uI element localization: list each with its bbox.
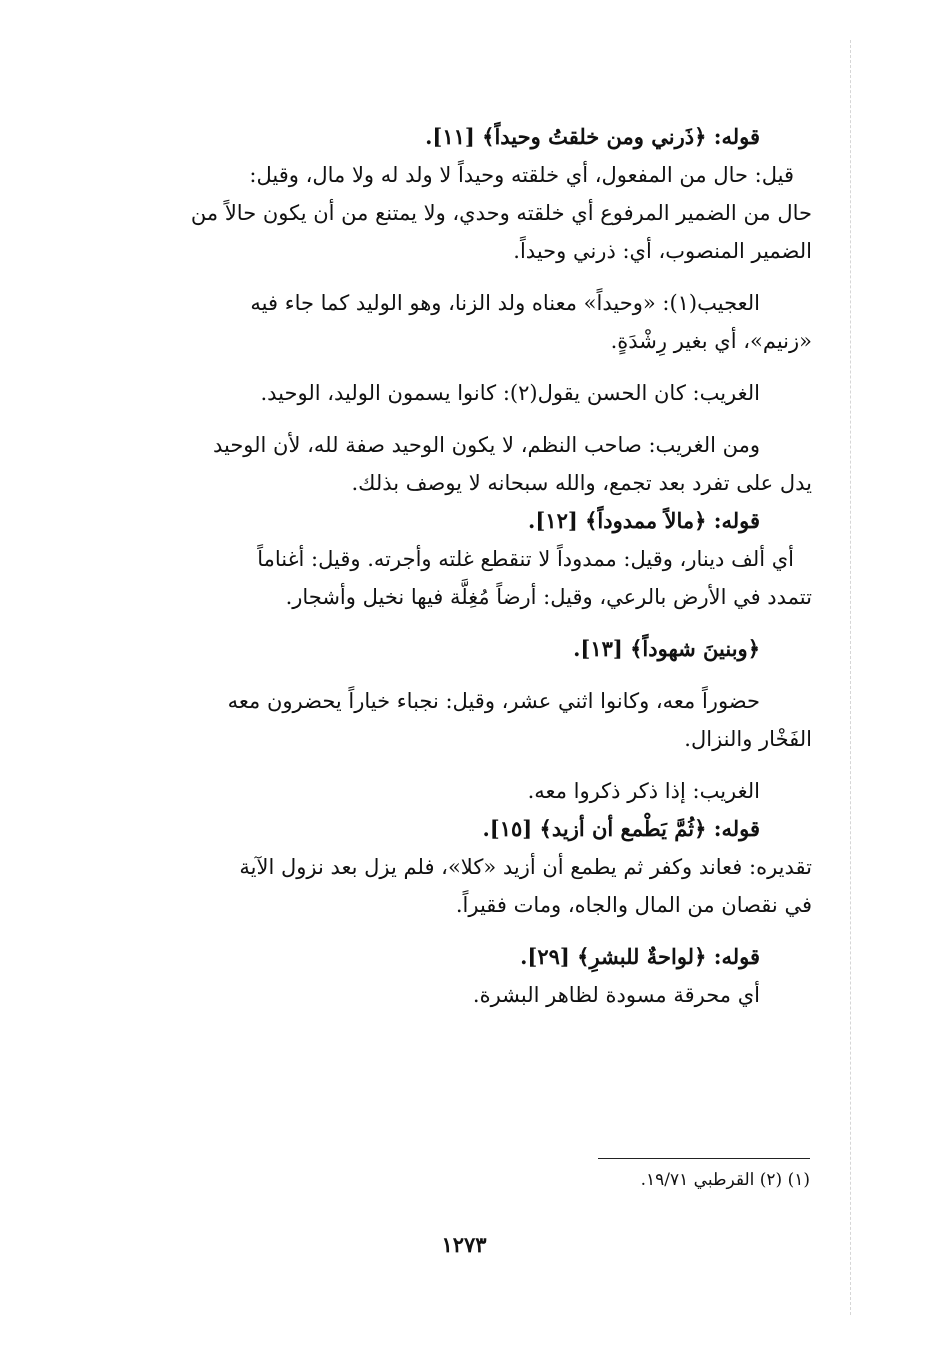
paragraph-gap [122, 668, 812, 682]
paragraph-gap [122, 924, 812, 938]
body-text [122, 118, 812, 1014]
verse-heading-line: ﴿وبنينَ شهوداً﴾ [١٣]. [573, 636, 760, 661]
page-edge-line [850, 40, 851, 1315]
verse-heading-line: قوله: ﴿مالاً ممدوداً﴾ [١٢]. [528, 508, 760, 533]
verse-heading-line: قوله: ﴿ثُمَّ يَطْمع أن أزيد﴾ [١٥]. [482, 816, 760, 841]
text-line: العجيب(١): «وحيداً» معناه ولد الزنا، وهو الوليد كما جاء فيه [250, 291, 760, 315]
text-line: الفَخْار والنزال. [684, 727, 812, 751]
text-line: قيل: حال من المفعول، أي خلقته وحيداً لا ولد له ولا مال، وقيل: [249, 163, 794, 187]
paragraph-gap [122, 360, 812, 374]
footnote-separator [598, 1158, 810, 1159]
page-number: ١٢٧٣ [441, 1232, 487, 1257]
text-line: تقديره: فعاند وكفر ثم يطمع أن أزيد «كلا»، فلم يزل بعد نزول الآية [239, 855, 812, 879]
paragraph-gap [122, 616, 812, 630]
text-line: تتمدد في الأرض بالرعي، وقيل: أرضاً مُغِلَّة فيها نخيل وأشجار. [285, 585, 812, 609]
text-line: في نقصان من المال والجاه، ومات فقيراً. [455, 893, 812, 917]
paragraph-gap [122, 412, 812, 426]
paragraph-gap [122, 758, 812, 772]
paragraph-gap [122, 270, 812, 284]
text-line: أي ألف دينار، وقيل: ممدوداً لا تنقطع غلته وأجرته. وقيل: أغناماً [257, 547, 794, 571]
text-line: حضوراً معه، وكانوا اثني عشر، وقيل: نجباء خياراً يحضرون معه [227, 689, 760, 713]
text-line: الضمير المنصوب، أي: ذرني وحيداً. [513, 239, 812, 263]
text-line: «زنيم»، أي بغير رِشْدَةٍ. [610, 329, 812, 353]
text-line: حال من الضمير المرفوع أي خلقته وحدي، ولا يمتنع من أن يكون حالاً من [190, 201, 812, 225]
footnote: (١) (٢) القرطبي ١٩/٧١. [640, 1170, 810, 1190]
verse-heading-line: قوله: ﴿ذَرني ومن خلقتُ وحيداً﴾ [١١]. [425, 124, 760, 149]
verse-heading-line: قوله: ﴿لواحةٌ للبشرِ﴾ [٢٩]. [520, 944, 760, 969]
text-line: الغريب: إذا ذكر ذكروا معه. [527, 779, 760, 803]
text-line: يدل على تفرد بعد تجمع، والله سبحانه لا يوصف بذلك. [351, 471, 812, 495]
text-line: أي محرقة مسودة لظاهر البشرة. [472, 983, 760, 1007]
text-line: ومن الغريب: صاحب النظم، لا يكون الوحيد صفة لله، لأن الوحيد [212, 433, 760, 457]
text-line: الغريب: كان الحسن يقول(٢): كانوا يسمون الوليد، الوحيد. [260, 381, 760, 405]
